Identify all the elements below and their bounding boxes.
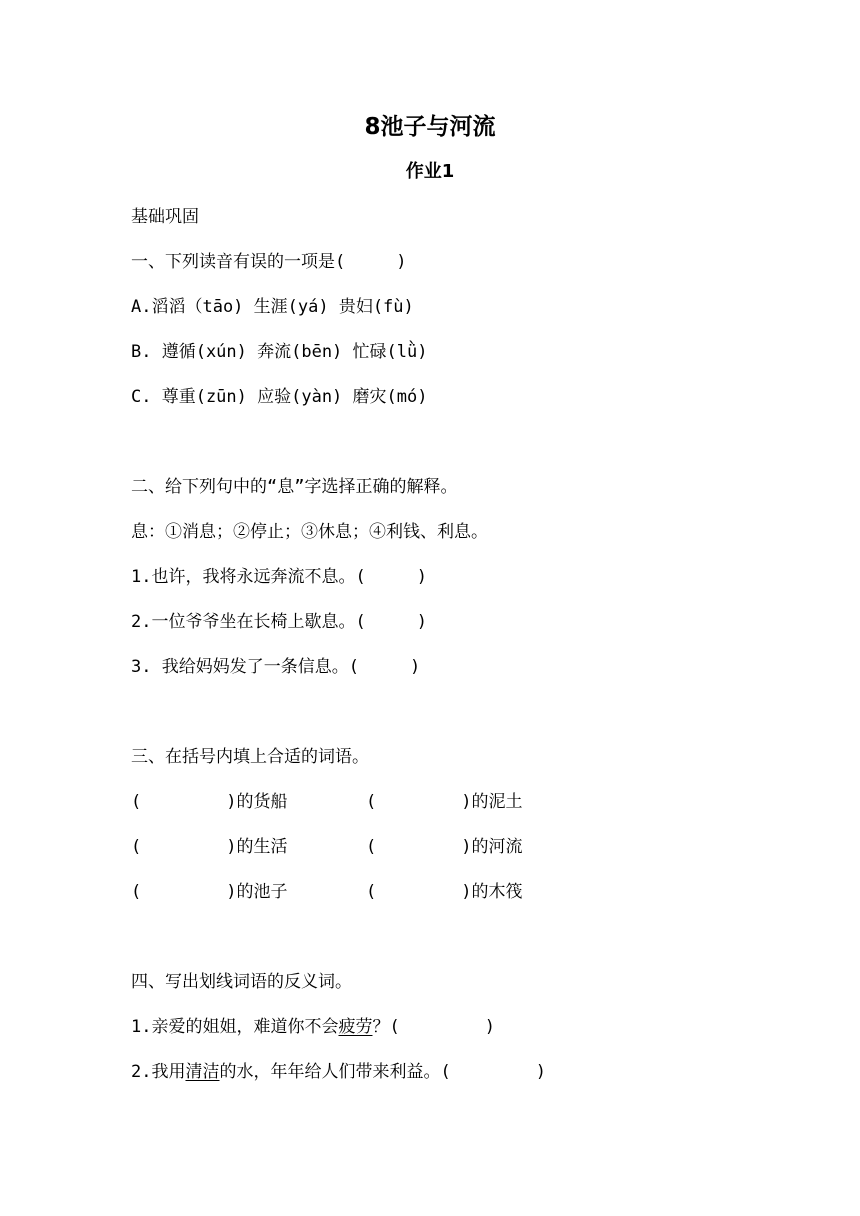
q2-meanings: 息：①消息；②停止；③休息；④利钱、利息。 [131,522,488,542]
q3-row-2-right: ( )的河流 [366,837,523,857]
q1-option-a: A.滔滔（tāo) 生涯(yá) 贵妇(fù) [131,297,414,317]
q3-row-1 [131,788,631,816]
q4-item-2-before: 2.我用 [131,1062,186,1082]
section-label: 基础巩固 [131,207,199,227]
q1-option-c: C. 尊重(zūn) 应验(yàn) 磨灾(mó) [131,387,428,407]
q2-item-2: 2.一位爷爷坐在长椅上歇息。( ) [131,612,427,632]
q3-row-3-right: ( )的木筏 [366,882,523,902]
page-title: 8池子与河流 [364,114,496,140]
q2-item-3: 3. 我给妈妈发了一条信息。( ) [131,657,421,677]
q3-row-2-left: ( )的生活 [131,837,288,857]
q4-item-1-after: ？( ) [372,1017,495,1037]
q4-item-2-underlined-word: 清洁 [185,1062,220,1082]
page-subtitle: 作业1 [405,161,455,182]
q2-heading: 二、给下列句中的“息”字选择正确的解释。 [131,477,458,497]
q3-row-3-left: ( )的池子 [131,882,288,902]
q3-row-1-right: ( )的泥土 [366,792,523,812]
q1-option-b: B. 遵循(xún) 奔流(bēn) 忙碌(lǜ) [131,342,428,362]
q4-item-1-before: 1.亲爱的姐姐，难道你不会 [131,1017,339,1037]
q3-row-1-left: ( )的货船 [131,792,288,812]
q3-row-3 [131,878,631,906]
q4-item-2 [131,1058,546,1086]
q4-item-2-after: 的水，年年给人们带来利益。( ) [219,1062,546,1082]
q3-row-2 [131,833,631,861]
q4-heading: 四、写出划线词语的反义词。 [131,972,352,992]
q4-item-1 [131,1013,495,1041]
q1-heading: 一、下列读音有误的一项是( ) [131,252,407,272]
q2-item-1: 1.也许，我将永远奔流不息。( ) [131,567,427,587]
q3-heading: 三、在括号内填上合适的词语。 [131,747,369,767]
q4-item-1-underlined-word: 疲劳 [338,1017,373,1037]
